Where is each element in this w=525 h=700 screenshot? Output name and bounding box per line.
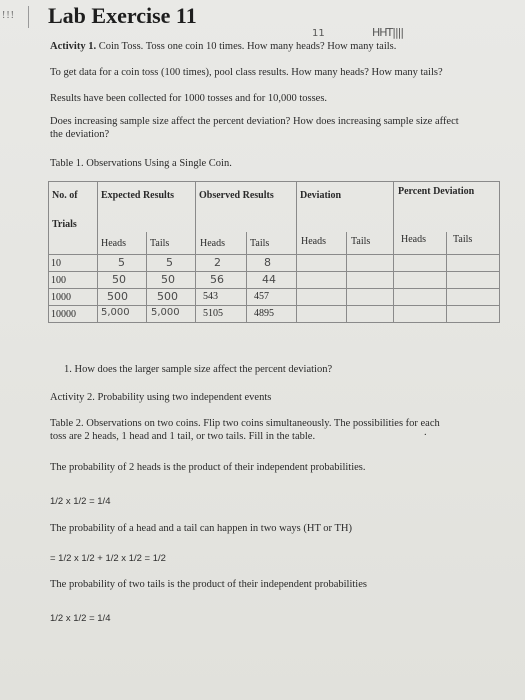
cell-expected-tails: 500 xyxy=(157,290,178,303)
cell-trials: 100 xyxy=(51,275,66,286)
table-rule xyxy=(48,254,500,255)
cell-expected-tails: 5 xyxy=(166,256,173,269)
table-rule xyxy=(146,232,147,322)
activity2-title: Activity 2. Probability using two independent events xyxy=(50,392,272,403)
subheader-tails: Tails xyxy=(453,234,473,245)
prob-two-heads: The probability of 2 heads is the product of their independent probabilities. xyxy=(50,462,366,473)
header-divider xyxy=(28,6,29,28)
header-no-of: No. of xyxy=(52,190,78,201)
calc-two-tails: 1/2 x 1/2 = 1/4 xyxy=(50,613,111,624)
activity1-line3: Results have been collected for 1000 tosses and for 10,000 tosses. xyxy=(50,93,328,104)
prob-two-tails: The probability of two tails is the product of their independent probabilities xyxy=(50,579,367,590)
table-rule xyxy=(195,181,196,322)
subheader-tails: Tails xyxy=(351,236,371,247)
cell-observed-heads: 56 xyxy=(210,273,224,286)
handwritten-tally: HHT|||| xyxy=(372,26,404,39)
cell-observed-heads: 5105 xyxy=(203,308,223,319)
handwritten-note: 11 xyxy=(312,28,325,39)
question-line1: Does increasing sample size affect the percent deviation? How does increasing sample size affect xyxy=(50,116,459,127)
table-rule xyxy=(48,288,500,289)
cell-expected-heads: 50 xyxy=(112,273,126,286)
cell-expected-heads: 5,000 xyxy=(101,307,130,318)
cell-trials: 1000 xyxy=(51,292,71,303)
subheader-heads: Heads xyxy=(401,234,426,245)
table-rule xyxy=(48,181,500,182)
table-rule xyxy=(246,232,247,322)
table-rule xyxy=(393,181,394,322)
cell-observed-tails: 44 xyxy=(262,273,276,286)
subheader-tails: Tails xyxy=(150,238,170,249)
header-expected: Expected Results xyxy=(101,190,175,201)
cell-observed-tails: 8 xyxy=(264,256,271,269)
activity1-text: Coin Toss. Toss one coin 10 times. How many heads? How many tails. xyxy=(98,41,397,52)
table-rule xyxy=(346,232,347,322)
table2-line1: Table 2. Observations on two coins. Flip two coins simultaneously. The possibilities for each xyxy=(50,418,440,429)
table-rule xyxy=(446,232,447,322)
activity1-label: Activity 1. xyxy=(50,41,97,52)
table-rule xyxy=(296,181,297,322)
cell-expected-heads: 5 xyxy=(118,256,125,269)
cell-trials: 10000 xyxy=(51,309,76,320)
cell-observed-heads: 543 xyxy=(203,291,218,302)
cell-expected-heads: 500 xyxy=(107,290,128,303)
calc-head-tail: = 1/2 x 1/2 + 1/2 x 1/2 = 1/2 xyxy=(50,553,166,564)
header-tag: !!! xyxy=(2,10,15,21)
header-percent-deviation: Percent Deviation xyxy=(398,186,475,197)
subheader-tails: Tails xyxy=(250,238,270,249)
question-line2: the deviation? xyxy=(50,129,110,140)
table-rule xyxy=(48,271,500,272)
stray-dot: . xyxy=(424,427,427,438)
activity1-line xyxy=(50,41,396,52)
header-trials: Trials xyxy=(52,219,77,230)
subheader-heads: Heads xyxy=(301,236,326,247)
cell-expected-tails: 5,000 xyxy=(151,307,180,318)
table2-line2: toss are 2 heads, 1 head and 1 tail, or two tails. Fill in the table. xyxy=(50,431,316,442)
prob-head-tail: The probability of a head and a tail can happen in two ways (HT or TH) xyxy=(50,523,352,534)
header-observed: Observed Results xyxy=(199,190,274,201)
cell-trials: 10 xyxy=(51,258,61,269)
table1-caption: Table 1. Observations Using a Single Coin. xyxy=(50,158,232,169)
header-deviation: Deviation xyxy=(300,190,342,201)
cell-observed-heads: 2 xyxy=(214,256,221,269)
cell-expected-tails: 50 xyxy=(161,273,175,286)
question-1: 1. How does the larger sample size affect the percent deviation? xyxy=(64,364,333,375)
table-rule xyxy=(48,305,500,306)
table-rule xyxy=(499,181,500,322)
table-rule xyxy=(97,181,98,322)
subheader-heads: Heads xyxy=(101,238,126,249)
subheader-heads: Heads xyxy=(200,238,225,249)
cell-observed-tails: 4895 xyxy=(254,308,274,319)
cell-observed-tails: 457 xyxy=(254,291,269,302)
table-rule xyxy=(48,322,500,323)
table-rule xyxy=(48,181,49,322)
page-title: Lab Exercise 11 xyxy=(48,3,197,28)
activity1-line2: To get data for a coin toss (100 times), pool class results. How many heads? How many tails? xyxy=(50,67,443,78)
calc-two-heads: 1/2 x 1/2 = 1/4 xyxy=(50,496,111,507)
